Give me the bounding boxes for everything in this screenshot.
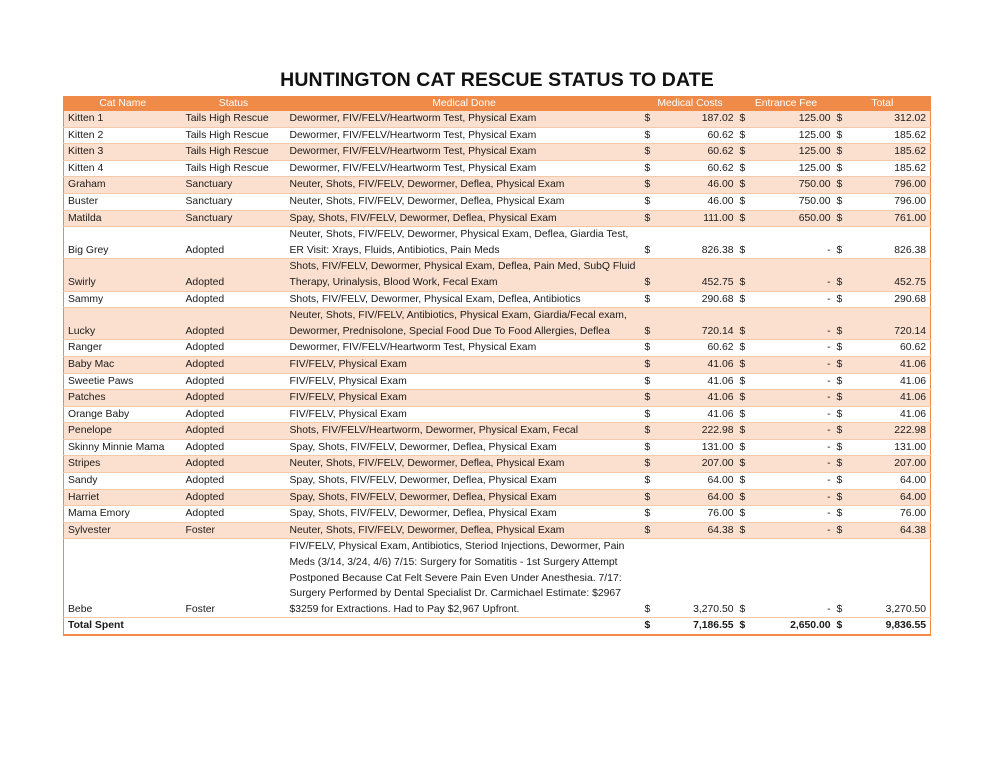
table-row xyxy=(64,406,931,423)
cat-name-cell: Sweetie Paws xyxy=(64,373,182,390)
total-cell: 64.00 xyxy=(849,489,931,506)
status-cell: Tails High Rescue xyxy=(182,160,286,177)
table-row xyxy=(64,210,931,227)
cat-name-cell: Matilda xyxy=(64,210,182,227)
medical-done-cell: Neuter, Shots, FIV/FELV, Dewormer, Deflea, Physical Exam xyxy=(286,456,643,473)
entrance-fee-currency: $ xyxy=(738,406,752,423)
total-cell: 185.62 xyxy=(849,127,931,144)
table-row xyxy=(64,340,931,357)
medical-cost-currency: $ xyxy=(643,308,657,340)
entrance-fee-currency: $ xyxy=(738,193,752,210)
medical-cost-currency: $ xyxy=(643,473,657,490)
cat-rescue-table xyxy=(63,96,931,636)
table-row xyxy=(64,308,931,340)
medical-cost-cell: 60.62 xyxy=(657,127,738,144)
total-currency: $ xyxy=(835,539,849,618)
total-currency: $ xyxy=(835,473,849,490)
table-row xyxy=(64,160,931,177)
medical-cost-currency: $ xyxy=(643,390,657,407)
entrance-fee-cell: - xyxy=(752,522,835,539)
medical-done-cell: Neuter, Shots, FIV/FELV, Dewormer, Deflea, Physical Exam xyxy=(286,193,643,210)
entrance-fee-cell: - xyxy=(752,227,835,259)
header-row xyxy=(64,97,931,112)
entrance-fee-cell: 750.00 xyxy=(752,177,835,194)
medical-cost-cell: 46.00 xyxy=(657,193,738,210)
entrance-fee-cell: - xyxy=(752,473,835,490)
cat-name-cell: Orange Baby xyxy=(64,406,182,423)
cat-name-cell: Kitten 2 xyxy=(64,127,182,144)
medical-done-cell: FIV/FELV, Physical Exam, Antibiotics, Steriod Injections, Dewormer, Pain Meds (3/14, 3/24, 4/6) 7/15: Surgery for Somatitis - 1st Surgery Attempt Postponed Because Cat Felt Severe Pain Even Under Anesthesia. 7/17: Surgery Performed by Dental Specialist Dr. Carmichael Estimate: $2967 $3259 for Extractions. Had to Pay $2,967 Upfront. xyxy=(286,539,643,618)
table-row xyxy=(64,390,931,407)
table-row xyxy=(64,127,931,144)
medical-done-cell: Spay, Shots, FIV/FELV, Dewormer, Deflea, Physical Exam xyxy=(286,439,643,456)
entrance-fee-currency: $ xyxy=(738,210,752,227)
totals-fee-currency: $ xyxy=(738,618,752,635)
cat-name-cell: Lucky xyxy=(64,308,182,340)
entrance-fee-currency: $ xyxy=(738,489,752,506)
total-cell: 41.06 xyxy=(849,373,931,390)
table-row xyxy=(64,439,931,456)
totals-total: 9,836.55 xyxy=(849,618,931,635)
totals-cost-currency: $ xyxy=(643,618,657,635)
table-row xyxy=(64,373,931,390)
total-currency: $ xyxy=(835,373,849,390)
medical-done-cell: FIV/FELV, Physical Exam xyxy=(286,406,643,423)
medical-cost-currency: $ xyxy=(643,506,657,523)
table-row xyxy=(64,177,931,194)
table-row xyxy=(64,111,931,127)
totals-total-currency: $ xyxy=(835,618,849,635)
total-cell: 64.38 xyxy=(849,522,931,539)
medical-done-cell: Spay, Shots, FIV/FELV, Dewormer, Deflea, Physical Exam xyxy=(286,210,643,227)
col-header-status: Status xyxy=(182,97,286,112)
entrance-fee-cell: - xyxy=(752,291,835,308)
total-currency: $ xyxy=(835,111,849,127)
table-row xyxy=(64,356,931,373)
status-cell: Adopted xyxy=(182,439,286,456)
status-cell: Adopted xyxy=(182,227,286,259)
total-currency: $ xyxy=(835,127,849,144)
total-currency: $ xyxy=(835,356,849,373)
entrance-fee-currency: $ xyxy=(738,423,752,440)
cat-name-cell: Patches xyxy=(64,390,182,407)
cat-name-cell: Kitten 3 xyxy=(64,144,182,161)
medical-cost-currency: $ xyxy=(643,177,657,194)
entrance-fee-cell: - xyxy=(752,390,835,407)
total-currency: $ xyxy=(835,423,849,440)
medical-cost-cell: 41.06 xyxy=(657,406,738,423)
medical-cost-cell: 64.38 xyxy=(657,522,738,539)
medical-cost-cell: 64.00 xyxy=(657,473,738,490)
total-currency: $ xyxy=(835,193,849,210)
entrance-fee-currency: $ xyxy=(738,127,752,144)
table-row xyxy=(64,259,931,291)
status-cell: Sanctuary xyxy=(182,210,286,227)
total-cell: 41.06 xyxy=(849,390,931,407)
status-cell: Sanctuary xyxy=(182,177,286,194)
total-cell: 60.62 xyxy=(849,340,931,357)
totals-row xyxy=(64,618,931,635)
table-row xyxy=(64,473,931,490)
col-header-total: Total xyxy=(835,97,931,112)
status-cell: Foster xyxy=(182,539,286,618)
status-cell: Adopted xyxy=(182,506,286,523)
medical-cost-cell: 111.00 xyxy=(657,210,738,227)
total-currency: $ xyxy=(835,259,849,291)
entrance-fee-currency: $ xyxy=(738,373,752,390)
entrance-fee-currency: $ xyxy=(738,473,752,490)
medical-done-cell: FIV/FELV, Physical Exam xyxy=(286,390,643,407)
medical-cost-currency: $ xyxy=(643,160,657,177)
status-cell: Sanctuary xyxy=(182,193,286,210)
entrance-fee-cell: - xyxy=(752,506,835,523)
medical-cost-cell: 41.06 xyxy=(657,373,738,390)
table-row xyxy=(64,291,931,308)
medical-cost-currency: $ xyxy=(643,406,657,423)
entrance-fee-currency: $ xyxy=(738,356,752,373)
cat-name-cell: Graham xyxy=(64,177,182,194)
entrance-fee-currency: $ xyxy=(738,506,752,523)
cat-name-cell: Kitten 1 xyxy=(64,111,182,127)
entrance-fee-cell: 750.00 xyxy=(752,193,835,210)
medical-cost-cell: 826.38 xyxy=(657,227,738,259)
total-currency: $ xyxy=(835,439,849,456)
cat-name-cell: Kitten 4 xyxy=(64,160,182,177)
medical-done-cell: Neuter, Shots, FIV/FELV, Antibiotics, Physical Exam, Giardia/Fecal exam, Dewormer, Prednisolone, Special Food Due To Food Allergies, Deflea xyxy=(286,308,643,340)
entrance-fee-currency: $ xyxy=(738,111,752,127)
medical-cost-cell: 131.00 xyxy=(657,439,738,456)
total-currency: $ xyxy=(835,489,849,506)
cat-name-cell: Sylvester xyxy=(64,522,182,539)
entrance-fee-currency: $ xyxy=(738,160,752,177)
medical-cost-currency: $ xyxy=(643,423,657,440)
medical-cost-currency: $ xyxy=(643,259,657,291)
total-currency: $ xyxy=(835,210,849,227)
total-currency: $ xyxy=(835,227,849,259)
entrance-fee-cell: - xyxy=(752,456,835,473)
status-cell: Adopted xyxy=(182,373,286,390)
cat-name-cell: Ranger xyxy=(64,340,182,357)
medical-done-cell: Neuter, Shots, FIV/FELV, Dewormer, Deflea, Physical Exam xyxy=(286,177,643,194)
status-cell: Foster xyxy=(182,522,286,539)
col-header-cat-name: Cat Name xyxy=(64,97,182,112)
status-cell: Adopted xyxy=(182,406,286,423)
total-currency: $ xyxy=(835,456,849,473)
medical-cost-currency: $ xyxy=(643,539,657,618)
entrance-fee-currency: $ xyxy=(738,456,752,473)
entrance-fee-cell: 650.00 xyxy=(752,210,835,227)
medical-cost-currency: $ xyxy=(643,439,657,456)
status-cell: Adopted xyxy=(182,456,286,473)
status-cell: Tails High Rescue xyxy=(182,127,286,144)
status-cell: Adopted xyxy=(182,340,286,357)
medical-cost-cell: 222.98 xyxy=(657,423,738,440)
medical-cost-cell: 76.00 xyxy=(657,506,738,523)
medical-done-cell: Shots, FIV/FELV, Dewormer, Physical Exam, Deflea, Pain Med, SubQ Fluid Therapy, Urinalysis, Blood Work, Fecal Exam xyxy=(286,259,643,291)
medical-cost-cell: 290.68 xyxy=(657,291,738,308)
table-row xyxy=(64,423,931,440)
medical-done-cell: Dewormer, FIV/FELV/Heartworm Test, Physical Exam xyxy=(286,340,643,357)
medical-done-cell: Dewormer, FIV/FELV/Heartworm Test, Physical Exam xyxy=(286,127,643,144)
cat-name-cell: Sandy xyxy=(64,473,182,490)
cat-name-cell: Mama Emory xyxy=(64,506,182,523)
medical-cost-cell: 64.00 xyxy=(657,489,738,506)
medical-cost-currency: $ xyxy=(643,356,657,373)
total-currency: $ xyxy=(835,406,849,423)
totals-label: Total Spent xyxy=(64,618,182,635)
table-row xyxy=(64,144,931,161)
medical-cost-currency: $ xyxy=(643,373,657,390)
entrance-fee-currency: $ xyxy=(738,539,752,618)
col-header-medical-costs: Medical Costs xyxy=(643,97,738,112)
medical-done-cell: Neuter, Shots, FIV/FELV, Dewormer, Physical Exam, Deflea, Giardia Test, ER Visit: Xrays, Fluids, Antibiotics, Pain Meds xyxy=(286,227,643,259)
entrance-fee-cell: 125.00 xyxy=(752,144,835,161)
entrance-fee-currency: $ xyxy=(738,522,752,539)
entrance-fee-cell: 125.00 xyxy=(752,160,835,177)
total-currency: $ xyxy=(835,177,849,194)
total-cell: 3,270.50 xyxy=(849,539,931,618)
status-cell: Adopted xyxy=(182,291,286,308)
entrance-fee-cell: - xyxy=(752,539,835,618)
status-cell: Adopted xyxy=(182,308,286,340)
total-currency: $ xyxy=(835,308,849,340)
medical-cost-cell: 207.00 xyxy=(657,456,738,473)
medical-done-cell: Spay, Shots, FIV/FELV, Dewormer, Deflea, Physical Exam xyxy=(286,506,643,523)
total-cell: 826.38 xyxy=(849,227,931,259)
entrance-fee-currency: $ xyxy=(738,308,752,340)
table-row xyxy=(64,456,931,473)
entrance-fee-currency: $ xyxy=(738,227,752,259)
medical-done-cell: Shots, FIV/FELV/Heartworm, Dewormer, Physical Exam, Fecal xyxy=(286,423,643,440)
entrance-fee-cell: - xyxy=(752,489,835,506)
cat-name-cell: Swirly xyxy=(64,259,182,291)
medical-cost-currency: $ xyxy=(643,193,657,210)
entrance-fee-currency: $ xyxy=(738,390,752,407)
medical-cost-currency: $ xyxy=(643,227,657,259)
entrance-fee-currency: $ xyxy=(738,177,752,194)
table-row xyxy=(64,506,931,523)
status-cell: Adopted xyxy=(182,356,286,373)
medical-done-cell: Spay, Shots, FIV/FELV, Dewormer, Deflea, Physical Exam xyxy=(286,473,643,490)
table-body xyxy=(64,111,931,618)
entrance-fee-cell: - xyxy=(752,340,835,357)
cat-name-cell: Bebe xyxy=(64,539,182,618)
entrance-fee-cell: - xyxy=(752,308,835,340)
cat-name-cell: Penelope xyxy=(64,423,182,440)
table-row xyxy=(64,193,931,210)
entrance-fee-currency: $ xyxy=(738,291,752,308)
total-cell: 41.06 xyxy=(849,356,931,373)
total-cell: 452.75 xyxy=(849,259,931,291)
total-cell: 207.00 xyxy=(849,456,931,473)
total-cell: 222.98 xyxy=(849,423,931,440)
medical-cost-cell: 60.62 xyxy=(657,340,738,357)
medical-cost-cell: 41.06 xyxy=(657,390,738,407)
total-cell: 64.00 xyxy=(849,473,931,490)
total-cell: 290.68 xyxy=(849,291,931,308)
entrance-fee-currency: $ xyxy=(738,439,752,456)
status-cell: Adopted xyxy=(182,390,286,407)
col-header-medical-done: Medical Done xyxy=(286,97,643,112)
entrance-fee-cell: - xyxy=(752,259,835,291)
table-row xyxy=(64,522,931,539)
page-title: HUNTINGTON CAT RESCUE STATUS TO DATE xyxy=(280,69,714,91)
medical-done-cell: Dewormer, FIV/FELV/Heartworm Test, Physical Exam xyxy=(286,144,643,161)
total-cell: 796.00 xyxy=(849,193,931,210)
total-currency: $ xyxy=(835,160,849,177)
medical-cost-currency: $ xyxy=(643,522,657,539)
medical-cost-cell: 3,270.50 xyxy=(657,539,738,618)
table-row xyxy=(64,489,931,506)
medical-cost-currency: $ xyxy=(643,111,657,127)
total-currency: $ xyxy=(835,522,849,539)
cat-name-cell: Baby Mac xyxy=(64,356,182,373)
entrance-fee-currency: $ xyxy=(738,259,752,291)
medical-cost-currency: $ xyxy=(643,210,657,227)
entrance-fee-cell: - xyxy=(752,423,835,440)
medical-done-cell: FIV/FELV, Physical Exam xyxy=(286,356,643,373)
total-cell: 185.62 xyxy=(849,160,931,177)
medical-done-cell: FIV/FELV, Physical Exam xyxy=(286,373,643,390)
totals-fee: 2,650.00 xyxy=(752,618,835,635)
medical-cost-cell: 452.75 xyxy=(657,259,738,291)
medical-cost-currency: $ xyxy=(643,489,657,506)
medical-done-cell: Spay, Shots, FIV/FELV, Dewormer, Deflea, Physical Exam xyxy=(286,489,643,506)
entrance-fee-cell: 125.00 xyxy=(752,111,835,127)
medical-cost-cell: 720.14 xyxy=(657,308,738,340)
total-cell: 41.06 xyxy=(849,406,931,423)
medical-done-cell: Neuter, Shots, FIV/FELV, Dewormer, Deflea, Physical Exam xyxy=(286,522,643,539)
entrance-fee-currency: $ xyxy=(738,340,752,357)
medical-cost-currency: $ xyxy=(643,291,657,308)
totals-cost: 7,186.55 xyxy=(657,618,738,635)
total-currency: $ xyxy=(835,506,849,523)
total-currency: $ xyxy=(835,390,849,407)
totals-medical-empty xyxy=(286,618,643,635)
medical-cost-cell: 46.00 xyxy=(657,177,738,194)
total-cell: 720.14 xyxy=(849,308,931,340)
table-row xyxy=(64,227,931,259)
total-currency: $ xyxy=(835,340,849,357)
status-cell: Adopted xyxy=(182,423,286,440)
status-cell: Adopted xyxy=(182,489,286,506)
total-cell: 76.00 xyxy=(849,506,931,523)
medical-cost-currency: $ xyxy=(643,144,657,161)
total-cell: 185.62 xyxy=(849,144,931,161)
medical-cost-currency: $ xyxy=(643,127,657,144)
total-cell: 131.00 xyxy=(849,439,931,456)
entrance-fee-cell: - xyxy=(752,373,835,390)
entrance-fee-cell: - xyxy=(752,439,835,456)
entrance-fee-cell: 125.00 xyxy=(752,127,835,144)
medical-cost-cell: 187.02 xyxy=(657,111,738,127)
cat-name-cell: Skinny Minnie Mama xyxy=(64,439,182,456)
medical-cost-currency: $ xyxy=(643,340,657,357)
total-cell: 312.02 xyxy=(849,111,931,127)
cat-name-cell: Harriet xyxy=(64,489,182,506)
status-cell: Adopted xyxy=(182,473,286,490)
cat-name-cell: Sammy xyxy=(64,291,182,308)
total-cell: 761.00 xyxy=(849,210,931,227)
totals-status-empty xyxy=(182,618,286,635)
cat-name-cell: Buster xyxy=(64,193,182,210)
table-row xyxy=(64,539,931,618)
status-cell: Adopted xyxy=(182,259,286,291)
total-currency: $ xyxy=(835,291,849,308)
medical-done-cell: Shots, FIV/FELV, Dewormer, Physical Exam, Deflea, Antibiotics xyxy=(286,291,643,308)
cat-name-cell: Stripes xyxy=(64,456,182,473)
total-cell: 796.00 xyxy=(849,177,931,194)
col-header-entrance-fee: Entrance Fee xyxy=(738,97,835,112)
entrance-fee-cell: - xyxy=(752,356,835,373)
medical-cost-cell: 60.62 xyxy=(657,160,738,177)
medical-cost-cell: 60.62 xyxy=(657,144,738,161)
medical-done-cell: Dewormer, FIV/FELV/Heartworm Test, Physical Exam xyxy=(286,111,643,127)
medical-cost-cell: 41.06 xyxy=(657,356,738,373)
entrance-fee-currency: $ xyxy=(738,144,752,161)
cat-name-cell: Big Grey xyxy=(64,227,182,259)
status-cell: Tails High Rescue xyxy=(182,144,286,161)
status-cell: Tails High Rescue xyxy=(182,111,286,127)
medical-cost-currency: $ xyxy=(643,456,657,473)
entrance-fee-cell: - xyxy=(752,406,835,423)
medical-done-cell: Dewormer, FIV/FELV/Heartworm Test, Physical Exam xyxy=(286,160,643,177)
total-currency: $ xyxy=(835,144,849,161)
